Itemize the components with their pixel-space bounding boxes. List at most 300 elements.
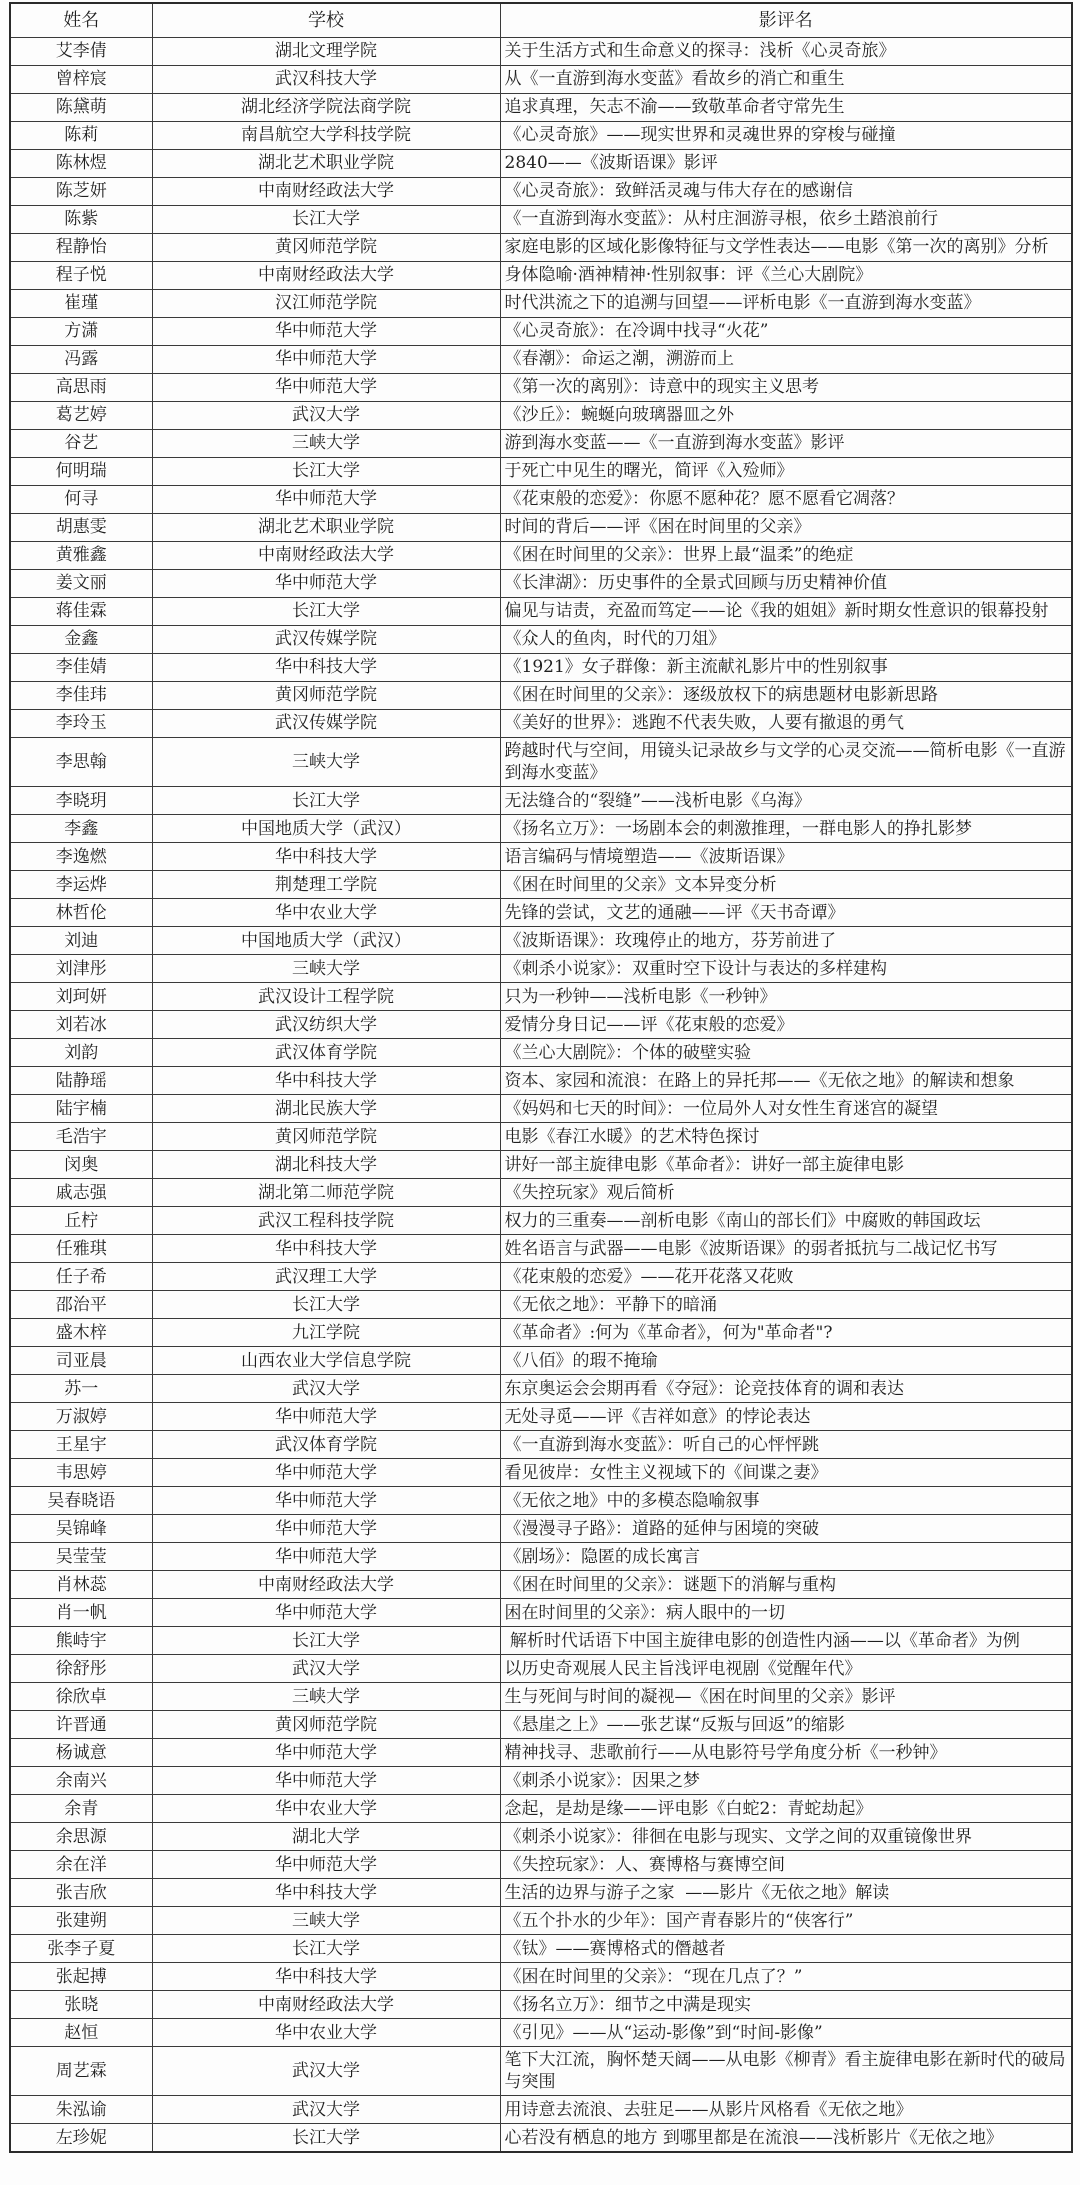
school-cell: 湖北艺术职业学院 bbox=[152, 514, 500, 542]
review-title-cell: 身体隐喻·酒神精神·性别叙事：评《兰心大剧院》 bbox=[500, 262, 1072, 290]
student-name-cell: 蒋佳霖 bbox=[10, 598, 152, 626]
review-title-cell: 姓名语言与武器——电影《波斯语课》的弱者抵抗与二战记忆书写 bbox=[500, 1235, 1072, 1263]
school-cell: 黄冈师范学院 bbox=[152, 1123, 500, 1151]
table-row bbox=[10, 1767, 1072, 1795]
student-name-cell: 李晓玥 bbox=[10, 787, 152, 815]
table-row bbox=[10, 815, 1072, 843]
student-name-cell: 崔瑾 bbox=[10, 290, 152, 318]
student-name-cell: 吴春晓语 bbox=[10, 1487, 152, 1515]
table-row bbox=[10, 598, 1072, 626]
student-name-cell: 陆静瑶 bbox=[10, 1067, 152, 1095]
student-name-cell: 苏一 bbox=[10, 1375, 152, 1403]
table-row bbox=[10, 2096, 1072, 2124]
school-cell: 华中师范大学 bbox=[152, 1599, 500, 1627]
student-name-cell: 李玲玉 bbox=[10, 710, 152, 738]
review-title-cell: 于死亡中见生的曙光，简评《入殓师》 bbox=[500, 458, 1072, 486]
student-name-cell: 戚志强 bbox=[10, 1179, 152, 1207]
table-row bbox=[10, 1039, 1072, 1067]
school-cell: 湖北民族大学 bbox=[152, 1095, 500, 1123]
student-name-cell: 胡惠雯 bbox=[10, 514, 152, 542]
student-name-cell: 黄雅鑫 bbox=[10, 542, 152, 570]
review-title-cell: 时代洪流之下的追溯与回望——评析电影《一直游到海水变蓝》 bbox=[500, 290, 1072, 318]
review-title-cell: 《1921》女子群像：新主流献礼影片中的性别叙事 bbox=[500, 654, 1072, 682]
school-cell: 华中科技大学 bbox=[152, 1235, 500, 1263]
review-title-cell: 以历史奇观展人民主旨浅评电视剧《觉醒年代》 bbox=[500, 1655, 1072, 1683]
review-title-cell: 《兰心大剧院》：个体的破壁实验 bbox=[500, 1039, 1072, 1067]
review-title-cell: 困在时间里的父亲》：病人眼中的一切 bbox=[500, 1599, 1072, 1627]
student-name-cell: 刘珂妍 bbox=[10, 983, 152, 1011]
school-cell: 华中师范大学 bbox=[152, 1543, 500, 1571]
school-cell: 湖北大学 bbox=[152, 1823, 500, 1851]
school-cell: 华中师范大学 bbox=[152, 1487, 500, 1515]
table-row bbox=[10, 899, 1072, 927]
review-title-cell: 《一直游到海水变蓝》：听自己的心怦怦跳 bbox=[500, 1431, 1072, 1459]
student-name-cell: 韦思婷 bbox=[10, 1459, 152, 1487]
review-title-cell: 《第一次的离别》：诗意中的现实主义思考 bbox=[500, 374, 1072, 402]
review-title-cell: 《扬名立万》：细节之中满是现实 bbox=[500, 1991, 1072, 2019]
student-name-cell: 王星宇 bbox=[10, 1431, 152, 1459]
table-row bbox=[10, 458, 1072, 486]
review-title-cell: 《花束般的恋爱》——花开花落又花败 bbox=[500, 1263, 1072, 1291]
review-title-cell: 《悬崖之上》——张艺谋“反叛与回返”的缩影 bbox=[500, 1711, 1072, 1739]
table-row bbox=[10, 1907, 1072, 1935]
table-row bbox=[10, 262, 1072, 290]
review-title-cell: 2840——《波斯语课》影评 bbox=[500, 150, 1072, 178]
school-cell: 华中农业大学 bbox=[152, 2019, 500, 2047]
review-title-cell: 《一直游到海水变蓝》：从村庄洄游寻根，依乡土踏浪前行 bbox=[500, 206, 1072, 234]
table-row bbox=[10, 1067, 1072, 1095]
review-title-cell: 《心灵奇旅》：在冷调中找寻“火花” bbox=[500, 318, 1072, 346]
school-cell: 武汉大学 bbox=[152, 2096, 500, 2124]
review-title-cell: 笔下大江流，胸怀楚天阔——从电影《柳青》看主旋律电影在新时代的破局与突围 bbox=[500, 2047, 1072, 2096]
table-row bbox=[10, 2047, 1072, 2096]
student-name-cell: 司亚晨 bbox=[10, 1347, 152, 1375]
review-title-cell: 《心灵奇旅》——现实世界和灵魂世界的穿梭与碰撞 bbox=[500, 122, 1072, 150]
school-cell: 湖北经济学院法商学院 bbox=[152, 94, 500, 122]
school-cell: 武汉科技大学 bbox=[152, 66, 500, 94]
table-row bbox=[10, 38, 1072, 66]
school-cell: 华中师范大学 bbox=[152, 1851, 500, 1879]
student-name-cell: 朱泓谕 bbox=[10, 2096, 152, 2124]
school-cell: 华中师范大学 bbox=[152, 1767, 500, 1795]
review-title-cell: 《剧场》：隐匿的成长寓言 bbox=[500, 1543, 1072, 1571]
film-review-table bbox=[9, 2, 1073, 2153]
review-title-cell: 《无依之地》：平静下的暗涌 bbox=[500, 1291, 1072, 1319]
student-name-cell: 徐欣卓 bbox=[10, 1683, 152, 1711]
school-cell: 中国地质大学（武汉） bbox=[152, 927, 500, 955]
table-row bbox=[10, 374, 1072, 402]
header-row bbox=[10, 3, 1072, 38]
table-row bbox=[10, 1879, 1072, 1907]
column-header-school: 学校 bbox=[152, 3, 500, 38]
student-name-cell: 刘若冰 bbox=[10, 1011, 152, 1039]
review-title-cell: 《无依之地》中的多模态隐喻叙事 bbox=[500, 1487, 1072, 1515]
review-title-cell: 从《一直游到海水变蓝》看故乡的消亡和重生 bbox=[500, 66, 1072, 94]
table-row bbox=[10, 318, 1072, 346]
review-title-cell: 《美好的世界》：逃跑不代表失败，人要有撤退的勇气 bbox=[500, 710, 1072, 738]
student-name-cell: 程静怡 bbox=[10, 234, 152, 262]
student-name-cell: 余在洋 bbox=[10, 1851, 152, 1879]
review-title-cell: 心若没有栖息的地方 到哪里都是在流浪——浅析影片《无依之地》 bbox=[500, 2124, 1072, 2153]
table-row bbox=[10, 1627, 1072, 1655]
table-row bbox=[10, 1095, 1072, 1123]
table-row bbox=[10, 871, 1072, 899]
review-title-cell: 《长津湖》：历史事件的全景式回顾与历史精神价值 bbox=[500, 570, 1072, 598]
table-row bbox=[10, 626, 1072, 654]
table-row bbox=[10, 206, 1072, 234]
school-cell: 华中师范大学 bbox=[152, 1515, 500, 1543]
student-name-cell: 杨诚意 bbox=[10, 1739, 152, 1767]
student-name-cell: 葛艺婷 bbox=[10, 402, 152, 430]
review-title-cell: 《妈妈和七天的时间》：一位局外人对女性生育迷宫的凝望 bbox=[500, 1095, 1072, 1123]
review-title-cell: 《困在时间里的父亲》：“现在几点了？” bbox=[500, 1963, 1072, 1991]
review-title-cell: 《失控玩家》观后简析 bbox=[500, 1179, 1072, 1207]
table-body bbox=[10, 38, 1072, 2153]
student-name-cell: 张建朔 bbox=[10, 1907, 152, 1935]
student-name-cell: 李佳玮 bbox=[10, 682, 152, 710]
review-title-cell: 《钛》——赛博格式的僭越者 bbox=[500, 1935, 1072, 1963]
review-title-cell: 语言编码与情境塑造——《波斯语课》 bbox=[500, 843, 1072, 871]
student-name-cell: 肖林蕊 bbox=[10, 1571, 152, 1599]
student-name-cell: 任子希 bbox=[10, 1263, 152, 1291]
school-cell: 华中师范大学 bbox=[152, 570, 500, 598]
school-cell: 九江学院 bbox=[152, 1319, 500, 1347]
table-row bbox=[10, 1011, 1072, 1039]
review-title-cell: 电影《春江水暖》的艺术特色探讨 bbox=[500, 1123, 1072, 1151]
table-row bbox=[10, 1151, 1072, 1179]
student-name-cell: 陈林煜 bbox=[10, 150, 152, 178]
review-title-cell: 《刺杀小说家》：双重时空下设计与表达的多样建构 bbox=[500, 955, 1072, 983]
student-name-cell: 张晓 bbox=[10, 1991, 152, 2019]
school-cell: 华中师范大学 bbox=[152, 486, 500, 514]
review-title-cell: 《刺杀小说家》：徘徊在电影与现实、文学之间的双重镜像世界 bbox=[500, 1823, 1072, 1851]
review-title-cell: 爱情分身日记——评《花束般的恋爱》 bbox=[500, 1011, 1072, 1039]
student-name-cell: 李鑫 bbox=[10, 815, 152, 843]
student-name-cell: 陈芝妍 bbox=[10, 178, 152, 206]
student-name-cell: 邵治平 bbox=[10, 1291, 152, 1319]
review-title-cell: 《扬名立万》：一场剧本会的刺激推理，一群电影人的挣扎影梦 bbox=[500, 815, 1072, 843]
table-row bbox=[10, 738, 1072, 787]
review-title-cell: 《沙丘》：蜿蜒向玻璃器皿之外 bbox=[500, 402, 1072, 430]
table-row bbox=[10, 1179, 1072, 1207]
school-cell: 荆楚理工学院 bbox=[152, 871, 500, 899]
school-cell: 华中师范大学 bbox=[152, 1403, 500, 1431]
review-title-cell: 《困在时间里的父亲》：谜题下的消解与重构 bbox=[500, 1571, 1072, 1599]
review-title-cell: 精神找寻、悲歌前行——从电影符号学角度分析《一秒钟》 bbox=[500, 1739, 1072, 1767]
school-cell: 三峡大学 bbox=[152, 738, 500, 787]
table-row bbox=[10, 983, 1072, 1011]
review-title-cell: 《漫漫寻子路》：道路的延伸与困境的突破 bbox=[500, 1515, 1072, 1543]
school-cell: 武汉设计工程学院 bbox=[152, 983, 500, 1011]
school-cell: 武汉体育学院 bbox=[152, 1431, 500, 1459]
review-title-cell: 生与死间与时间的凝视—《困在时间里的父亲》影评 bbox=[500, 1683, 1072, 1711]
table-row bbox=[10, 843, 1072, 871]
school-cell: 华中科技大学 bbox=[152, 1963, 500, 1991]
column-header-name: 姓名 bbox=[10, 3, 152, 38]
student-name-cell: 高思雨 bbox=[10, 374, 152, 402]
school-cell: 长江大学 bbox=[152, 1291, 500, 1319]
school-cell: 南昌航空大学科技学院 bbox=[152, 122, 500, 150]
school-cell: 武汉大学 bbox=[152, 1655, 500, 1683]
school-cell: 湖北第二师范学院 bbox=[152, 1179, 500, 1207]
student-name-cell: 肖一帆 bbox=[10, 1599, 152, 1627]
student-name-cell: 熊峙宇 bbox=[10, 1627, 152, 1655]
student-name-cell: 徐舒彤 bbox=[10, 1655, 152, 1683]
school-cell: 黄冈师范学院 bbox=[152, 1711, 500, 1739]
school-cell: 长江大学 bbox=[152, 206, 500, 234]
table-row bbox=[10, 1235, 1072, 1263]
school-cell: 黄冈师范学院 bbox=[152, 234, 500, 262]
school-cell: 华中农业大学 bbox=[152, 1795, 500, 1823]
school-cell: 武汉大学 bbox=[152, 1375, 500, 1403]
table-row bbox=[10, 955, 1072, 983]
student-name-cell: 何明瑞 bbox=[10, 458, 152, 486]
student-name-cell: 李逸燃 bbox=[10, 843, 152, 871]
table-row bbox=[10, 1403, 1072, 1431]
table-row bbox=[10, 150, 1072, 178]
table-row bbox=[10, 1319, 1072, 1347]
review-title-cell: 《波斯语课》：玫瑰停止的地方，芬芳前进了 bbox=[500, 927, 1072, 955]
table-row bbox=[10, 1347, 1072, 1375]
student-name-cell: 何寻 bbox=[10, 486, 152, 514]
school-cell: 汉江师范学院 bbox=[152, 290, 500, 318]
school-cell: 中国地质大学（武汉） bbox=[152, 815, 500, 843]
review-title-cell: 家庭电影的区域化影像特征与文学性表达——电影《第一次的离别》分析 bbox=[500, 234, 1072, 262]
table-row bbox=[10, 1991, 1072, 2019]
student-name-cell: 任雅琪 bbox=[10, 1235, 152, 1263]
student-name-cell: 丘柠 bbox=[10, 1207, 152, 1235]
school-cell: 华中科技大学 bbox=[152, 1067, 500, 1095]
school-cell: 武汉大学 bbox=[152, 402, 500, 430]
student-name-cell: 余青 bbox=[10, 1795, 152, 1823]
column-header-review-title: 影评名 bbox=[500, 3, 1072, 38]
review-title-cell: 只为一秒钟——浅析电影《一秒钟》 bbox=[500, 983, 1072, 1011]
school-cell: 华中师范大学 bbox=[152, 1739, 500, 1767]
school-cell: 山西农业大学信息学院 bbox=[152, 1347, 500, 1375]
school-cell: 中南财经政法大学 bbox=[152, 542, 500, 570]
table-row bbox=[10, 66, 1072, 94]
table-row bbox=[10, 1515, 1072, 1543]
school-cell: 华中农业大学 bbox=[152, 899, 500, 927]
student-name-cell: 张吉欣 bbox=[10, 1879, 152, 1907]
review-title-cell: 《众人的鱼肉，时代的刀俎》 bbox=[500, 626, 1072, 654]
student-name-cell: 余南兴 bbox=[10, 1767, 152, 1795]
student-name-cell: 吴莹莹 bbox=[10, 1543, 152, 1571]
table-row bbox=[10, 1571, 1072, 1599]
review-title-cell: 《五个扑水的少年》：国产青春影片的“侠客行” bbox=[500, 1907, 1072, 1935]
school-cell: 武汉体育学院 bbox=[152, 1039, 500, 1067]
table-row bbox=[10, 402, 1072, 430]
student-name-cell: 谷艺 bbox=[10, 430, 152, 458]
review-title-cell: 《刺杀小说家》：因果之梦 bbox=[500, 1767, 1072, 1795]
school-cell: 黄冈师范学院 bbox=[152, 682, 500, 710]
table-row bbox=[10, 94, 1072, 122]
review-title-cell: 游到海水变蓝——《一直游到海水变蓝》影评 bbox=[500, 430, 1072, 458]
student-name-cell: 陆宇楠 bbox=[10, 1095, 152, 1123]
school-cell: 华中科技大学 bbox=[152, 843, 500, 871]
school-cell: 华中科技大学 bbox=[152, 1879, 500, 1907]
table-row bbox=[10, 1123, 1072, 1151]
student-name-cell: 毛浩宇 bbox=[10, 1123, 152, 1151]
student-name-cell: 方潇 bbox=[10, 318, 152, 346]
review-title-cell: 无法缝合的“裂缝”——浅析电影《乌海》 bbox=[500, 787, 1072, 815]
school-cell: 三峡大学 bbox=[152, 955, 500, 983]
school-cell: 三峡大学 bbox=[152, 1683, 500, 1711]
school-cell: 湖北文理学院 bbox=[152, 38, 500, 66]
table-row bbox=[10, 178, 1072, 206]
school-cell: 武汉工程科技学院 bbox=[152, 1207, 500, 1235]
review-title-cell: 无处寻觅——评《吉祥如意》的悖论表达 bbox=[500, 1403, 1072, 1431]
student-name-cell: 林哲伦 bbox=[10, 899, 152, 927]
student-name-cell: 李运烨 bbox=[10, 871, 152, 899]
table-row bbox=[10, 234, 1072, 262]
school-cell: 长江大学 bbox=[152, 458, 500, 486]
table-row bbox=[10, 927, 1072, 955]
student-name-cell: 陈黛萌 bbox=[10, 94, 152, 122]
table-row bbox=[10, 654, 1072, 682]
student-name-cell: 姜文丽 bbox=[10, 570, 152, 598]
table-row bbox=[10, 486, 1072, 514]
student-name-cell: 许晋通 bbox=[10, 1711, 152, 1739]
review-title-cell: 时间的背后——评《困在时间里的父亲》 bbox=[500, 514, 1072, 542]
review-title-cell: 追求真理，矢志不渝——致敬革命者守常先生 bbox=[500, 94, 1072, 122]
review-title-cell: 《失控玩家》：人、赛博格与赛博空间 bbox=[500, 1851, 1072, 1879]
school-cell: 湖北科技大学 bbox=[152, 1151, 500, 1179]
review-title-cell: 关于生活方式和生命意义的探寻：浅析《心灵奇旅》 bbox=[500, 38, 1072, 66]
student-name-cell: 陈莉 bbox=[10, 122, 152, 150]
school-cell: 长江大学 bbox=[152, 1935, 500, 1963]
school-cell: 长江大学 bbox=[152, 598, 500, 626]
student-name-cell: 李佳婧 bbox=[10, 654, 152, 682]
student-name-cell: 余思源 bbox=[10, 1823, 152, 1851]
school-cell: 三峡大学 bbox=[152, 1907, 500, 1935]
student-name-cell: 万淑婷 bbox=[10, 1403, 152, 1431]
table-row bbox=[10, 1543, 1072, 1571]
table-row bbox=[10, 1599, 1072, 1627]
table-row bbox=[10, 1207, 1072, 1235]
student-name-cell: 闵奥 bbox=[10, 1151, 152, 1179]
school-cell: 中南财经政法大学 bbox=[152, 262, 500, 290]
school-cell: 武汉大学 bbox=[152, 2047, 500, 2096]
table-row bbox=[10, 1795, 1072, 1823]
school-cell: 华中科技大学 bbox=[152, 654, 500, 682]
table-row bbox=[10, 1711, 1072, 1739]
review-title-cell: 用诗意去流浪、去驻足——从影片风格看《无依之地》 bbox=[500, 2096, 1072, 2124]
review-title-cell: 先锋的尝试，文艺的通融——评《天书奇谭》 bbox=[500, 899, 1072, 927]
student-name-cell: 金鑫 bbox=[10, 626, 152, 654]
table-row bbox=[10, 346, 1072, 374]
school-cell: 武汉传媒学院 bbox=[152, 710, 500, 738]
review-title-cell: 念起，是劫是缘——评电影《白蛇2：青蛇劫起》 bbox=[500, 1795, 1072, 1823]
school-cell: 长江大学 bbox=[152, 2124, 500, 2153]
student-name-cell: 张李子夏 bbox=[10, 1935, 152, 1963]
table-row bbox=[10, 514, 1072, 542]
review-title-cell: 解析时代话语下中国主旋律电影的创造性内涵——以《革命者》为例 bbox=[500, 1627, 1072, 1655]
table-row bbox=[10, 122, 1072, 150]
table-row bbox=[10, 1375, 1072, 1403]
student-name-cell: 左珍妮 bbox=[10, 2124, 152, 2153]
student-name-cell: 曾梓宸 bbox=[10, 66, 152, 94]
school-cell: 武汉理工大学 bbox=[152, 1263, 500, 1291]
review-title-cell: 《革命者》:何为《革命者》，何为"革命者"? bbox=[500, 1319, 1072, 1347]
review-title-cell: 偏见与诘责，充盈而笃定——论《我的姐姐》新时期女性意识的银幕投射 bbox=[500, 598, 1072, 626]
school-cell: 华中师范大学 bbox=[152, 318, 500, 346]
student-name-cell: 刘迪 bbox=[10, 927, 152, 955]
table-row bbox=[10, 2124, 1072, 2153]
school-cell: 武汉传媒学院 bbox=[152, 626, 500, 654]
school-cell: 中南财经政法大学 bbox=[152, 1991, 500, 2019]
school-cell: 华中师范大学 bbox=[152, 1459, 500, 1487]
table-row bbox=[10, 1851, 1072, 1879]
review-title-cell: 《春潮》：命运之潮，溯游而上 bbox=[500, 346, 1072, 374]
school-cell: 三峡大学 bbox=[152, 430, 500, 458]
school-cell: 长江大学 bbox=[152, 787, 500, 815]
student-name-cell: 程子悦 bbox=[10, 262, 152, 290]
table-row bbox=[10, 1291, 1072, 1319]
review-title-cell: 资本、家园和流浪：在路上的异托邦——《无依之地》的解读和想象 bbox=[500, 1067, 1072, 1095]
review-title-cell: 《八佰》的瑕不掩瑜 bbox=[500, 1347, 1072, 1375]
school-cell: 湖北艺术职业学院 bbox=[152, 150, 500, 178]
table-row bbox=[10, 787, 1072, 815]
table-row bbox=[10, 1263, 1072, 1291]
table-row bbox=[10, 1683, 1072, 1711]
student-name-cell: 赵恒 bbox=[10, 2019, 152, 2047]
student-name-cell: 张起搏 bbox=[10, 1963, 152, 1991]
school-cell: 长江大学 bbox=[152, 1627, 500, 1655]
table-row bbox=[10, 1459, 1072, 1487]
table-row bbox=[10, 1963, 1072, 1991]
table-row bbox=[10, 1739, 1072, 1767]
table-row bbox=[10, 710, 1072, 738]
table-row bbox=[10, 1431, 1072, 1459]
student-name-cell: 刘津彤 bbox=[10, 955, 152, 983]
table-row bbox=[10, 1487, 1072, 1515]
review-title-cell: 《困在时间里的父亲》：逐级放权下的病患题材电影新思路 bbox=[500, 682, 1072, 710]
school-cell: 中南财经政法大学 bbox=[152, 1571, 500, 1599]
table-row bbox=[10, 542, 1072, 570]
school-cell: 中南财经政法大学 bbox=[152, 178, 500, 206]
student-name-cell: 吴锦峰 bbox=[10, 1515, 152, 1543]
review-title-cell: 跨越时代与空间，用镜头记录故乡与文学的心灵交流——简析电影《一直游到海水变蓝》 bbox=[500, 738, 1072, 787]
table-row bbox=[10, 290, 1072, 318]
review-title-cell: 生活的边界与游子之家 ——影片《无依之地》解读 bbox=[500, 1879, 1072, 1907]
table-row bbox=[10, 2019, 1072, 2047]
review-title-cell: 看见彼岸：女性主义视域下的《间谍之妻》 bbox=[500, 1459, 1072, 1487]
review-title-cell: 《心灵奇旅》：致鲜活灵魂与伟大存在的感谢信 bbox=[500, 178, 1072, 206]
school-cell: 华中师范大学 bbox=[152, 346, 500, 374]
student-name-cell: 刘韵 bbox=[10, 1039, 152, 1067]
table-row bbox=[10, 1935, 1072, 1963]
review-title-cell: 东京奥运会会期再看《夺冠》：论竞技体育的调和表达 bbox=[500, 1375, 1072, 1403]
review-title-cell: 《花束般的恋爱》：你愿不愿种花？愿不愿看它凋落？ bbox=[500, 486, 1072, 514]
table-row bbox=[10, 1823, 1072, 1851]
school-cell: 武汉纺织大学 bbox=[152, 1011, 500, 1039]
student-name-cell: 冯露 bbox=[10, 346, 152, 374]
review-title-cell: 权力的三重奏——剖析电影《南山的部长们》中腐败的韩国政坛 bbox=[500, 1207, 1072, 1235]
table-row bbox=[10, 1655, 1072, 1683]
review-title-cell: 《引见》——从“运动-影像”到“时间-影像” bbox=[500, 2019, 1072, 2047]
student-name-cell: 周艺霖 bbox=[10, 2047, 152, 2096]
student-name-cell: 陈紫 bbox=[10, 206, 152, 234]
table-row bbox=[10, 682, 1072, 710]
student-name-cell: 盛木梓 bbox=[10, 1319, 152, 1347]
student-name-cell: 李思翰 bbox=[10, 738, 152, 787]
table-row bbox=[10, 430, 1072, 458]
school-cell: 华中师范大学 bbox=[152, 374, 500, 402]
review-title-cell: 讲好一部主旋律电影《革命者》：讲好一部主旋律电影 bbox=[500, 1151, 1072, 1179]
review-title-cell: 《困在时间里的父亲》文本异变分析 bbox=[500, 871, 1072, 899]
student-name-cell: 艾李倩 bbox=[10, 38, 152, 66]
